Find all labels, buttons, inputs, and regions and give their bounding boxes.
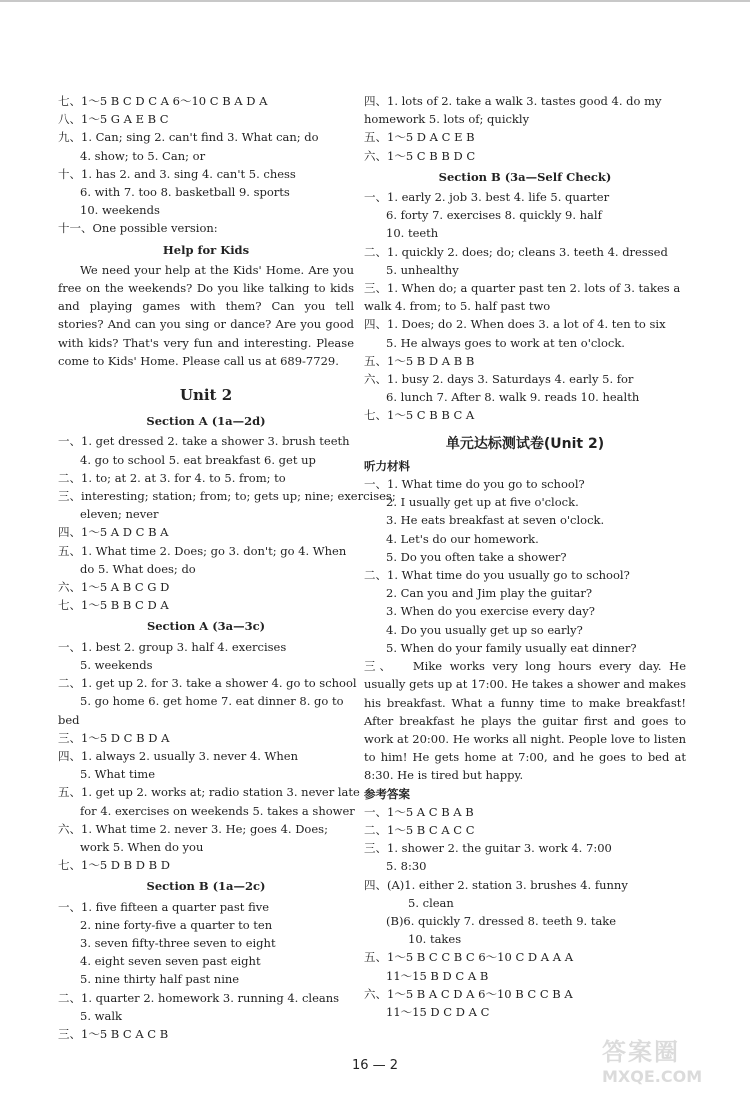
listening-story-label: 三、 <box>364 659 395 674</box>
exam-title: 单元达标测试卷(Unit 2) <box>445 435 605 452</box>
answer-line: work 5. When do you <box>80 839 204 854</box>
answer-line: 3. He eats breakfast at seven o'clock. <box>386 513 605 528</box>
answer-line: 五、1～5 D A C E B <box>364 130 475 145</box>
section-b-self-check-title: Section B (3a—Self Check) <box>438 169 612 184</box>
answer-line: 八、1～5 G A E B C <box>58 112 169 127</box>
answer-line: 一、1. early 2. job 3. best 4. life 5. quarter <box>364 190 610 205</box>
answer-line: 五、1. get up 2. works at; radio station 3. never late <box>58 785 360 800</box>
answer-line: 十一、One possible version: <box>58 221 218 236</box>
answer-line: 5. When do your family usually eat dinner? <box>386 640 637 655</box>
answer-line: 2. I usually get up at five o'clock. <box>386 495 579 510</box>
answer-line: 2. Can you and Jim play the guitar? <box>386 586 593 601</box>
answer-line: 十、1. has 2. and 3. sing 4. can't 5. chess <box>58 166 296 181</box>
answer-line: 二、1. quarter 2. homework 3. running 4. cleans <box>58 990 340 1005</box>
unit-title: Unit 2 <box>179 386 233 405</box>
answer-lines <box>364 803 686 1021</box>
answer-line: 5. 8:30 <box>386 859 427 874</box>
answer-line: 四、1～5 A D C B A <box>58 525 169 540</box>
answer-line: 六、1. What time 2. never 3. He; goes 4. Does; <box>58 821 328 836</box>
answer-line: walk 4. from; to 5. half past two <box>364 299 551 314</box>
answer-line: do 5. What does; do <box>80 561 196 576</box>
answer-line: 4. show; to 5. Can; or <box>80 148 206 163</box>
answer-line: 七、1～5 B B C D A <box>58 598 169 613</box>
answer-line: 二、1. to; at 2. at 3. for 4. to 5. from; to <box>58 470 286 485</box>
essay-body: We need your help at the Kids' Home. Are you free on the weekends? Do you like talking to kids and playing games with them? Can you tell stories? And can you sing or dance? Are you good with kids? That's very fun and interesting. Please come to Kids' Home. Please call us at 689-7729. <box>58 262 354 368</box>
answer-line: 3. seven fifty-three seven to eight <box>80 935 276 950</box>
answer-line: eleven; never <box>80 507 159 522</box>
answer-line: 二、1～5 B C A C C <box>364 822 475 837</box>
answer-line: 11～15 D C D A C <box>386 1004 490 1019</box>
listening-story-text: Mike works very long hours every day. He usually gets up at 17:00. He takes a shower and makes his breakfast. What a funny time to make breakfast! After breakfast he plays the guitar first and goes to work at 20:00. He works all night. People love to listen to him! He gets home at 7:00, and he goes to bed at 8:30. He is tired but happy. <box>364 659 686 783</box>
answers-label: 参考答案 <box>364 786 410 801</box>
section-lines <box>58 898 354 1044</box>
answer-line: 6. with 7. too 8. basketball 9. sports <box>80 185 290 200</box>
answer-line: 2. nine forty-five a quarter to ten <box>80 917 273 932</box>
answer-line: 5. weekends <box>80 657 153 672</box>
answer-line: 一、1～5 A C B A B <box>364 804 474 819</box>
answer-line: 六、1. busy 2. days 3. Saturdays 4. early 5. for <box>364 372 634 387</box>
left-pre-lines <box>58 92 354 238</box>
answer-line: 11～15 B D C A B <box>386 968 489 983</box>
answer-line: 四、1. Does; do 2. When does 3. a lot of 4. ten to six <box>364 317 666 332</box>
answer-line: 三、1～5 B C A C B <box>58 1026 169 1041</box>
answer-line: bed <box>58 712 80 727</box>
answer-line: 五、1. What time 2. Does; go 3. don't; go 4. When <box>58 543 347 558</box>
answer-line: 一、1. best 2. group 3. half 4. exercises <box>58 639 287 654</box>
answer-line: 5. He always goes to work at ten o'clock. <box>386 335 625 350</box>
answer-line: 三、1. When do; a quarter past ten 2. lots of 3. takes a <box>364 281 681 296</box>
answer-line: 4. go to school 5. eat breakfast 6. get up <box>80 452 316 467</box>
answer-line: 5. Do you often take a shower? <box>386 549 567 564</box>
listening-story <box>364 657 686 784</box>
answer-line: 六、1～5 C B B D C <box>364 148 476 163</box>
answer-line: 四、1. always 2. usually 3. never 4. When <box>58 748 298 763</box>
answer-line: 二、1. What time do you usually go to school? <box>364 568 630 583</box>
answer-line: 10. takes <box>408 932 462 947</box>
watermark-logo <box>602 1032 742 1092</box>
answer-line: 七、1～5 B C D C A 6～10 C B A D A <box>58 94 268 108</box>
section-title: Section A (1a—2d) <box>146 414 266 429</box>
page-number: 16 — 2 <box>351 1058 399 1073</box>
answer-line: 一、1. five fifteen a quarter past five <box>58 899 270 914</box>
watermark-text: 答案圈 <box>602 1038 680 1066</box>
answer-line: homework 5. lots of; quickly <box>364 112 530 127</box>
answer-line: 三、interesting; station; from; to; gets up; nine; exercises; <box>58 489 396 504</box>
essay-title: Help for Kids <box>162 242 250 257</box>
answer-line: 5. walk <box>80 1008 122 1023</box>
answer-line: 六、1～5 A B C G D <box>58 580 170 595</box>
answer-line: 三、1. shower 2. the guitar 3. work 4. 7:00 <box>364 841 612 856</box>
answer-line: 6. lunch 7. After 8. walk 9. reads 10. health <box>386 390 640 405</box>
right-pre-lines <box>364 92 686 165</box>
answer-line: 七、1～5 D B D B D <box>58 858 170 873</box>
answer-line: 五、1～5 B D A B B <box>364 353 475 368</box>
answer-line: 4. Let's do our homework. <box>386 531 539 546</box>
answer-line: 二、1. get up 2. for 3. take a shower 4. go to school <box>58 676 357 691</box>
answer-line: 4. Do you usually get up so early? <box>386 622 583 637</box>
watermark-url: MXQE.COM <box>602 1067 703 1086</box>
answer-line: 5. clean <box>408 895 454 910</box>
answer-line: 四、1. lots of 2. take a walk 3. tastes good 4. do my <box>364 94 662 108</box>
answer-line: 10. teeth <box>386 226 439 241</box>
answer-line: 5. What time <box>80 767 155 782</box>
answer-line: 七、1～5 C B B C A <box>364 408 475 423</box>
section-title: Section A (3a—3c) <box>146 619 266 634</box>
answer-line: 3. When do you exercise every day? <box>386 604 595 619</box>
answer-line: (B)6. quickly 7. dressed 8. teeth 9. take <box>386 913 617 928</box>
listening-lines <box>364 475 686 657</box>
answer-line: 6. forty 7. exercises 8. quickly 9. half <box>386 208 602 223</box>
answer-line: 六、1～5 B A C D A 6～10 B C C B A <box>364 986 573 1001</box>
answer-line: 5. nine thirty half past nine <box>80 972 240 987</box>
answer-line: 九、1. Can; sing 2. can't find 3. What can; do <box>58 130 319 145</box>
answer-line: 5. unhealthy <box>386 262 459 277</box>
top-rule <box>0 0 750 2</box>
section-b-self-check-lines <box>364 188 686 425</box>
right-column <box>364 92 686 1021</box>
answer-line: 二、1. quickly 2. does; do; cleans 3. teeth 4. dressed <box>364 244 668 259</box>
answer-line: 一、1. What time do you go to school? <box>364 477 585 492</box>
answer-line: 5. go home 6. get home 7. eat dinner 8. go to <box>80 694 344 709</box>
answer-line: 四、(A)1. either 2. station 3. brushes 4. funny <box>364 877 628 892</box>
listening-label: 听力材料 <box>364 458 410 473</box>
answer-line: 4. eight seven seven past eight <box>80 954 261 969</box>
answer-line: 一、1. get dressed 2. take a shower 3. brush teeth <box>58 434 350 449</box>
answer-line: 10. weekends <box>80 203 160 218</box>
answer-line: 五、1～5 B C C B C 6～10 C D A A A <box>364 950 574 965</box>
section-lines <box>58 638 360 875</box>
section-title: Section B (1a—2c) <box>146 879 266 894</box>
answer-line: for 4. exercises on weekends 5. takes a shower <box>80 803 355 818</box>
answer-line: 三、1～5 D C B D A <box>58 730 170 745</box>
